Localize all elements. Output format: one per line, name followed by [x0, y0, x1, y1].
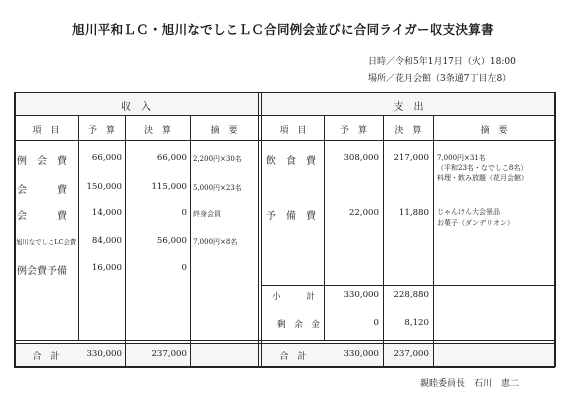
expense-note-line1: じゃんけん大会景品	[437, 208, 500, 216]
expense-total-actual: 237,000	[393, 349, 429, 359]
income-note: 2,200円×30名	[193, 155, 242, 163]
income-item: 会 費	[17, 211, 67, 222]
expense-note-line2: （平和23名・なでしこ8名）	[437, 164, 528, 172]
income-budget: 16,000	[91, 263, 122, 273]
expense-actual: 11,880	[398, 208, 429, 218]
income-budget: 84,000	[91, 236, 122, 246]
income-col-actual: 決 算	[143, 126, 171, 136]
income-total-label: 合 計	[32, 352, 60, 362]
income-budget: 66,000	[91, 153, 122, 163]
expense-note-line3: 料理・飲み放題（花月会館）	[437, 174, 528, 182]
income-col-budget: 予 算	[87, 126, 115, 136]
meeting-place: 場所／花月会館（3条通7丁目左8）	[368, 74, 512, 84]
income-budget: 14,000	[91, 208, 122, 218]
income-col-item: 項 目	[32, 126, 60, 136]
income-note: 5,000円×23名	[193, 184, 242, 192]
income-item: 旭川なでしこLC会費	[16, 238, 77, 246]
expense-actual: 217,000	[393, 153, 429, 163]
subtotal-label: 小 計	[272, 292, 315, 302]
expense-budget: 22,000	[348, 208, 379, 218]
income-actual: 66,000	[156, 153, 187, 163]
income-note: 終身会員	[193, 210, 221, 218]
income-item: 例会費予備	[17, 266, 67, 277]
expense-note-line1: 7,000円×31名	[437, 154, 486, 162]
income-actual: 0	[181, 263, 187, 273]
surplus-label: 剰 余 金	[277, 320, 320, 330]
subtotal-actual: 228,880	[393, 290, 429, 300]
income-actual: 115,000	[151, 182, 187, 192]
expense-col-actual: 決 算	[394, 126, 422, 136]
surplus-budget: 0	[373, 318, 379, 328]
surplus-actual: 8,120	[404, 318, 429, 328]
income-actual: 56,000	[156, 236, 187, 246]
income-total-actual: 237,000	[151, 349, 187, 359]
expense-note-line2: お菓子（ダンデリオン）	[437, 219, 514, 227]
meeting-datetime: 日時／令和5年1月17日（火）18:00	[368, 57, 516, 67]
document-title: 旭川平和ＬＣ・旭川なでしこＬＣ合同例会並びに合同ライガー収支決算書	[72, 22, 494, 37]
income-heading: 収 入	[121, 102, 151, 113]
expense-col-note: 摘 要	[480, 126, 508, 136]
expense-heading: 支 出	[393, 102, 424, 113]
expense-item: 予 備 費	[266, 211, 316, 222]
income-note: 7,000円×8名	[193, 238, 238, 246]
expense-col-item: 項 目	[279, 126, 307, 136]
income-budget: 150,000	[86, 182, 122, 192]
expense-budget: 308,000	[343, 153, 379, 163]
expense-item: 飲 食 費	[266, 156, 316, 167]
income-item: 例 会 費	[17, 156, 67, 167]
expense-total-label: 合 計	[279, 352, 307, 362]
signature: 親睦委員長 石川 恵二	[420, 379, 520, 389]
subtotal-budget: 330,000	[343, 290, 379, 300]
expense-col-budget: 予 算	[339, 126, 367, 136]
income-col-note: 摘 要	[210, 126, 238, 136]
income-total-budget: 330,000	[86, 349, 122, 359]
expense-total-budget: 330,000	[343, 349, 379, 359]
income-actual: 0	[181, 208, 187, 218]
income-item: 会 費	[17, 185, 67, 196]
